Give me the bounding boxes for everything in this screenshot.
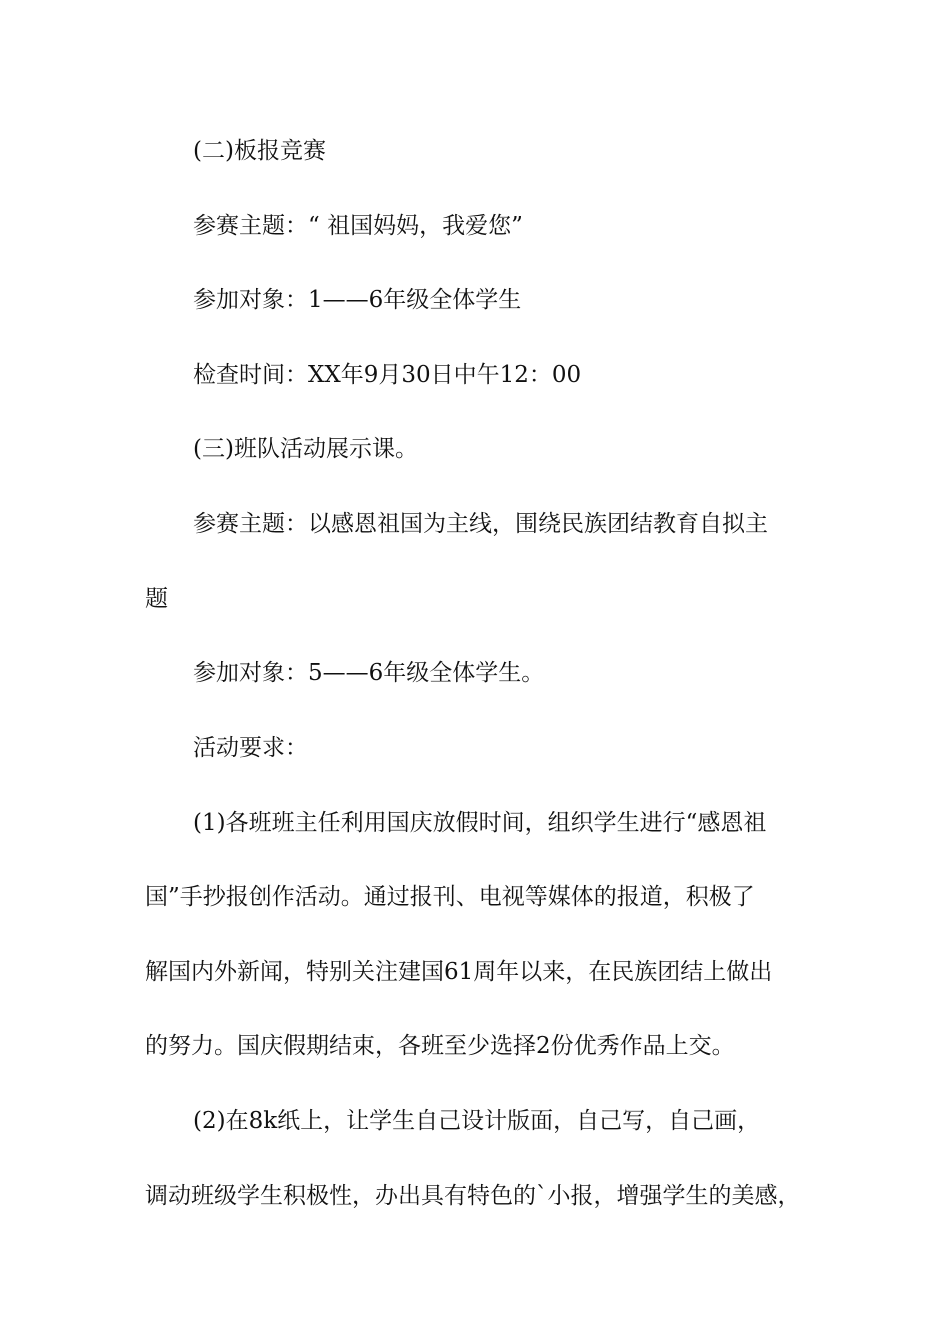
paragraph-line: 参加对象：1——6年级全体学生 — [193, 287, 522, 313]
section-heading-blackboard-contest: (二)板报竞赛 — [193, 138, 326, 164]
paragraph-line: 参赛主题：以感恩祖国为主线，围绕民族团结教育自拟主 — [193, 511, 768, 537]
paragraph-line: 活动要求： — [193, 735, 308, 761]
paragraph-line: 题 — [145, 586, 168, 612]
paragraph-line: 检查时间：XX年9月30日中午12：00 — [193, 362, 582, 388]
paragraph-line: 调动班级学生积极性，办出具有特色的`小报，增强学生的美感， — [145, 1183, 801, 1209]
section-heading-class-activity: (三)班队活动展示课。 — [193, 436, 418, 462]
paragraph-line: (1)各班班主任利用国庆放假时间，组织学生进行“感恩祖 — [193, 810, 767, 836]
paragraph-line: 参加对象：5——6年级全体学生。 — [193, 660, 545, 686]
paragraph-line: (2)在8k纸上，让学生自己设计版面，自己写，自己画， — [193, 1108, 761, 1134]
paragraph-line: 的努力。国庆假期结束，各班至少选择2份优秀作品上交。 — [145, 1033, 735, 1059]
paragraph-line: 参赛主题：“ 祖国妈妈，我爱您” — [193, 213, 523, 239]
paragraph-line: 国”手抄报创作活动。通过报刊、电视等媒体的报道，积极了 — [145, 884, 755, 910]
paragraph-line: 解国内外新闻，特别关注建国61周年以来，在民族团结上做出 — [145, 959, 773, 985]
